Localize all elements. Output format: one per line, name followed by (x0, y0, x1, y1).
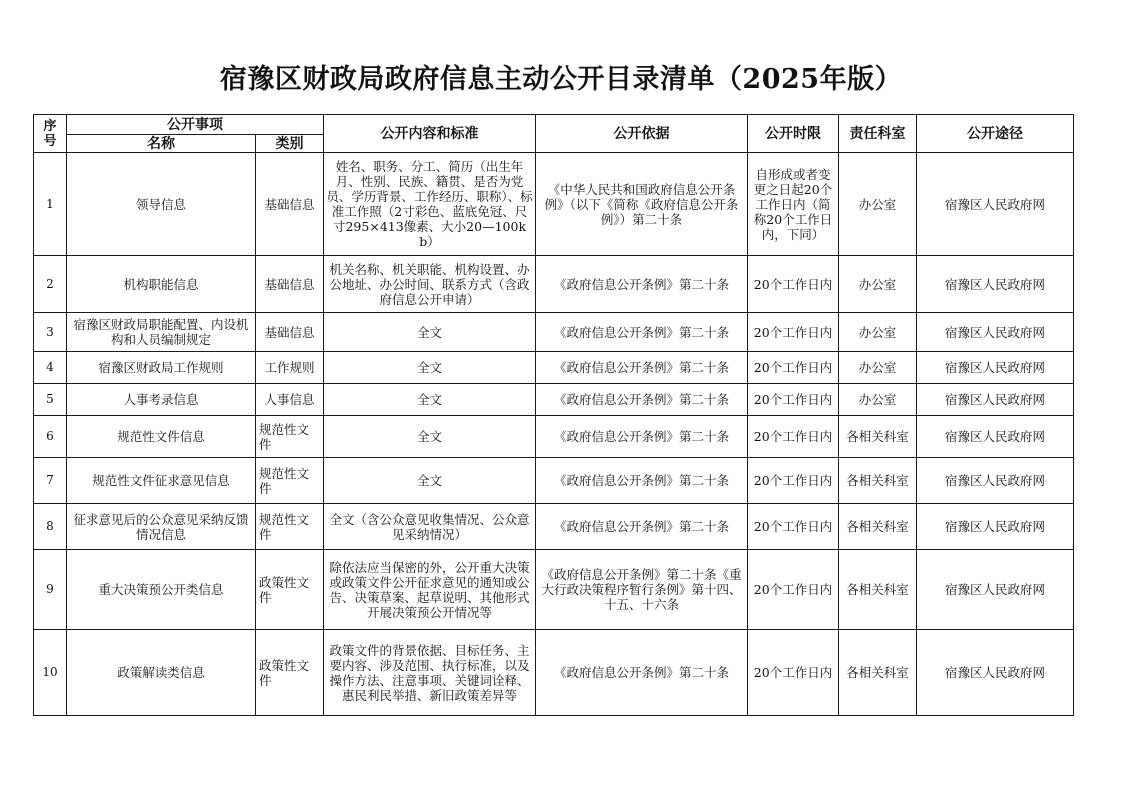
row-department: 办公室 (839, 153, 917, 256)
row-content: 全文 (324, 352, 536, 384)
row-content: 除依法应当保密的外，公开重大决策或政策文件公开征求意见的通知或公告、决策草案、起草说明、其他形式开展决策预公开情况等 (324, 550, 536, 630)
row-channel: 宿豫区人民政府网 (917, 313, 1074, 352)
row-name: 宿豫区财政局工作规则 (67, 352, 256, 384)
row-content: 全文 (324, 384, 536, 416)
table-row (34, 504, 1074, 550)
row-name: 重大决策预公开类信息 (67, 550, 256, 630)
row-content: 姓名、职务、分工、简历（出生年月、性别、民族、籍贯、是否为党员、学历背景、工作经历、职称）、标准工作照（2寸彩色、蓝底免冠、尺寸295×413像素、大小20—100kb） (324, 153, 536, 256)
row-category: 政策性文件 (256, 550, 324, 630)
row-name: 规范性文件信息 (67, 416, 256, 458)
row-channel: 宿豫区人民政府网 (917, 458, 1074, 504)
row-basis: 《政府信息公开条例》第二十条 (536, 504, 748, 550)
row-name: 机构职能信息 (67, 256, 256, 313)
header-name: 名称 (67, 135, 256, 153)
row-channel: 宿豫区人民政府网 (917, 550, 1074, 630)
row-no: 6 (34, 416, 67, 458)
row-content: 全文 (324, 458, 536, 504)
row-no: 9 (34, 550, 67, 630)
row-name: 宿豫区财政局职能配置、内设机构和人员编制规定 (67, 313, 256, 352)
row-time-limit: 20个工作日内 (748, 352, 839, 384)
row-content: 全文（含公众意见收集情况、公众意见采纳情况） (324, 504, 536, 550)
row-department: 办公室 (839, 256, 917, 313)
row-channel: 宿豫区人民政府网 (917, 256, 1074, 313)
row-name: 规范性文件征求意见信息 (67, 458, 256, 504)
table-row (34, 352, 1074, 384)
row-time-limit: 20个工作日内 (748, 256, 839, 313)
row-category: 基础信息 (256, 153, 324, 256)
row-category: 人事信息 (256, 384, 324, 416)
header-department: 责任科室 (839, 115, 917, 153)
row-department: 各相关科室 (839, 458, 917, 504)
row-content: 政策文件的背景依据、目标任务、主要内容、涉及范围、执行标准，以及操作方法、注意事项、关键词诠释、惠民利民举措、新旧政策差异等 (324, 630, 536, 716)
row-category: 规范性文件 (256, 504, 324, 550)
row-time-limit: 20个工作日内 (748, 384, 839, 416)
row-basis: 《政府信息公开条例》第二十条 (536, 256, 748, 313)
row-time-limit: 20个工作日内 (748, 504, 839, 550)
disclosure-catalog-table (33, 114, 1074, 716)
row-channel: 宿豫区人民政府网 (917, 504, 1074, 550)
row-no: 2 (34, 256, 67, 313)
table-body (34, 153, 1074, 716)
row-name: 政策解读类信息 (67, 630, 256, 716)
row-time-limit: 20个工作日内 (748, 630, 839, 716)
header-content: 公开内容和标准 (324, 115, 536, 153)
row-content: 全文 (324, 416, 536, 458)
row-category: 基础信息 (256, 313, 324, 352)
table-row (34, 256, 1074, 313)
row-basis: 《政府信息公开条例》第二十条 (536, 630, 748, 716)
row-time-limit: 20个工作日内 (748, 458, 839, 504)
row-department: 办公室 (839, 352, 917, 384)
header-channel: 公开途径 (917, 115, 1074, 153)
row-department: 办公室 (839, 313, 917, 352)
header-no: 序号 (34, 115, 67, 153)
row-department: 办公室 (839, 384, 917, 416)
table-row (34, 384, 1074, 416)
header-item: 公开事项 (67, 115, 324, 135)
table-row (34, 153, 1074, 256)
row-department: 各相关科室 (839, 504, 917, 550)
table-header (34, 115, 1074, 153)
row-no: 4 (34, 352, 67, 384)
table-row (34, 630, 1074, 716)
row-department: 各相关科室 (839, 416, 917, 458)
header-category: 类别 (256, 135, 324, 153)
row-basis: 《政府信息公开条例》第二十条 (536, 416, 748, 458)
row-time-limit: 20个工作日内 (748, 416, 839, 458)
table-row (34, 550, 1074, 630)
row-category: 基础信息 (256, 256, 324, 313)
table-row (34, 458, 1074, 504)
header-basis: 公开依据 (536, 115, 748, 153)
document-title: 宿豫区财政局政府信息主动公开目录清单（2025年版） (219, 64, 903, 95)
row-name: 人事考录信息 (67, 384, 256, 416)
row-content: 机关名称、机关职能、机构设置、办公地址、办公时间、联系方式（含政府信息公开申请） (324, 256, 536, 313)
row-channel: 宿豫区人民政府网 (917, 384, 1074, 416)
row-channel: 宿豫区人民政府网 (917, 352, 1074, 384)
row-no: 3 (34, 313, 67, 352)
row-time-limit: 自形成或者变更之日起20个工作日内（简称20个工作日内，下同） (748, 153, 839, 256)
row-basis: 《政府信息公开条例》第二十条 (536, 352, 748, 384)
row-department: 各相关科室 (839, 630, 917, 716)
row-category: 规范性文件 (256, 416, 324, 458)
table-row (34, 313, 1074, 352)
row-name: 领导信息 (67, 153, 256, 256)
row-no: 7 (34, 458, 67, 504)
header-time-limit: 公开时限 (748, 115, 839, 153)
row-basis: 《政府信息公开条例》第二十条《重大行政决策程序暂行条例》第十四、十五、十六条 (536, 550, 748, 630)
row-time-limit: 20个工作日内 (748, 550, 839, 630)
row-name: 征求意见后的公众意见采纳反馈情况信息 (67, 504, 256, 550)
row-basis: 《政府信息公开条例》第二十条 (536, 458, 748, 504)
row-channel: 宿豫区人民政府网 (917, 630, 1074, 716)
row-category: 政策性文件 (256, 630, 324, 716)
row-no: 10 (34, 630, 67, 716)
row-basis: 《中华人民共和国政府信息公开条例》（以下《简称《政府信息公开条例》）第二十条 (536, 153, 748, 256)
row-channel: 宿豫区人民政府网 (917, 153, 1074, 256)
row-basis: 《政府信息公开条例》第二十条 (536, 313, 748, 352)
row-category: 工作规则 (256, 352, 324, 384)
table-row (34, 416, 1074, 458)
row-department: 各相关科室 (839, 550, 917, 630)
row-content: 全文 (324, 313, 536, 352)
row-no: 5 (34, 384, 67, 416)
row-no: 1 (34, 153, 67, 256)
row-category: 规范性文件 (256, 458, 324, 504)
row-basis: 《政府信息公开条例》第二十条 (536, 384, 748, 416)
row-no: 8 (34, 504, 67, 550)
row-time-limit: 20个工作日内 (748, 313, 839, 352)
row-channel: 宿豫区人民政府网 (917, 416, 1074, 458)
